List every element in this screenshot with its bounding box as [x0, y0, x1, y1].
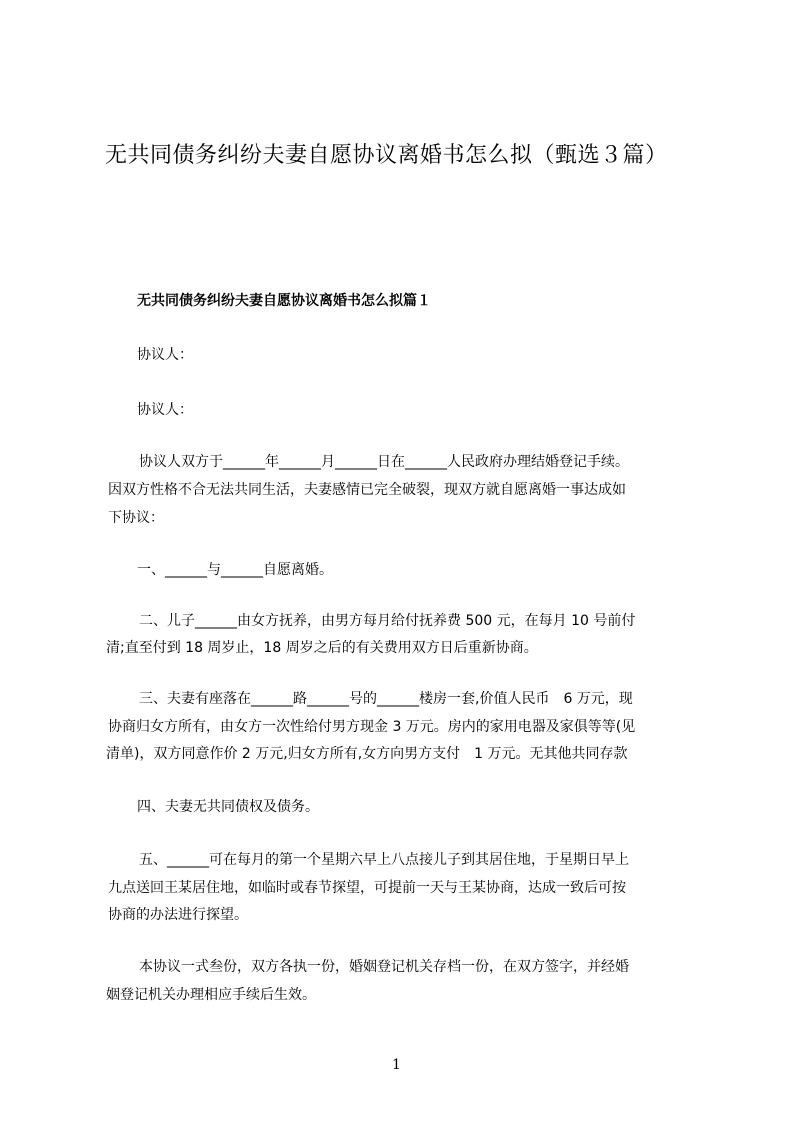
section-heading: 无共同债务纠纷夫妻自愿协议离婚书怎么拟篇１	[137, 293, 431, 309]
intro-line-1: 协议人双方于______年______月______日在______人民政府办理结婚登记手续。	[139, 454, 629, 470]
clause-5-line-1: 五、______可在每月的第一个星期六早上八点接儿子到其居住地，于星期日早上	[139, 852, 629, 868]
party-1-label: 协议人：	[137, 347, 193, 363]
clause-3-line-2: 协商归女方所有，由女方一次性给付男方现金 3 万元。房内的家用电器及家俱等等(见	[108, 719, 636, 735]
clause-4: 四、夫妻无共同债权及债务。	[137, 799, 319, 815]
intro-line-2: 因双方性格不合无法共同生活，夫妻感情已完全破裂，现双方就自愿离婚一事达成如	[108, 482, 626, 498]
page-number: 1	[392, 1057, 401, 1073]
clause-3-line-1: 三、夫妻有座落在______路______号的______楼房一套,价值人民币 6 万元，现	[139, 691, 633, 707]
clause-5-line-3: 协商的办法进行探望。	[108, 907, 248, 923]
clause-2-line-2: 清;直至付到 18 周岁止，18 周岁之后的有关费用双方日后重新协商。	[106, 640, 538, 656]
clause-2-line-1: 二、儿子______由女方抚养，由男方每月给付抚养费 500 元，在每月 10 号前付	[139, 613, 636, 629]
clause-5-line-2: 九点送回王某居住地，如临时或春节探望，可提前一天与王某协商，达成一致后可按	[108, 880, 626, 896]
closing-line-2: 姻登记机关办理相应手续后生效。	[106, 987, 316, 1003]
intro-line-3: 下协议：	[108, 510, 164, 526]
clause-1: 一、______与______自愿离婚。	[137, 562, 333, 578]
document-title: 无共同债务纠纷夫妻自愿协议离婚书怎么拟（甄选３篇）	[105, 143, 668, 168]
clause-3-line-3: 清单)，双方同意作价 2 万元,归女方所有,女方向男方支付 1 万元。无其他共同存款	[106, 746, 628, 762]
party-2-label: 协议人：	[137, 402, 193, 418]
closing-line-1: 本协议一式叁份，双方各执一份，婚姻登记机关存档一份，在双方签字，并经婚	[139, 959, 629, 975]
